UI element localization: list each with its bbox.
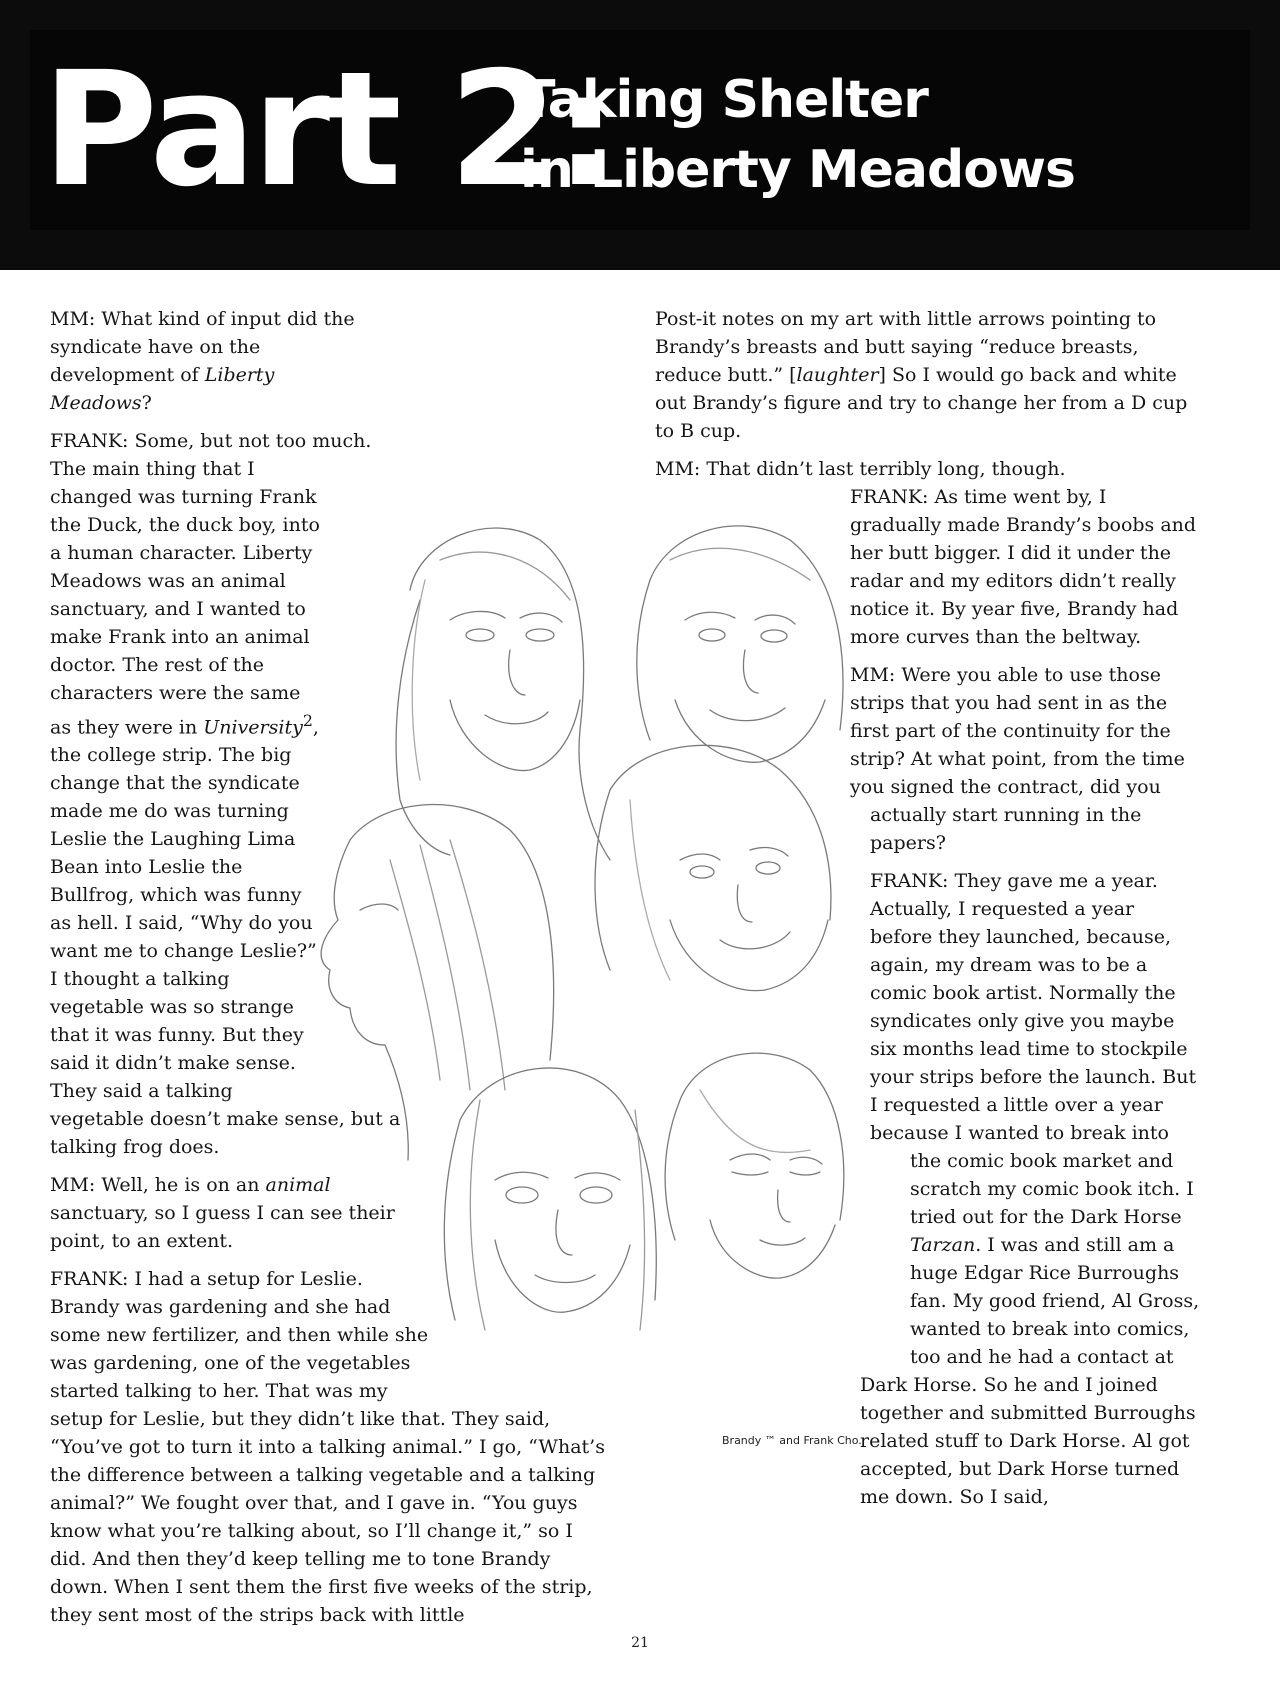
character-sketches bbox=[290, 500, 870, 1460]
chapter-title-line-2: in Liberty Meadows bbox=[520, 140, 1075, 200]
paragraph-text: . I was and still am a huge Edgar Rice Burroughs fan. My good friend, Al Gross, wanted to break into comics, too and he had a contact at Dark Horse. So he and I joined together and submitted Burroughs related stuff to Dark Horse. Al got accepted, but Dark Horse turned me down. So I said, bbox=[860, 1234, 1200, 1508]
paragraph-text: I had a setup for Leslie. Brandy was gardening and she had some new fertilizer, and then while she was gardening, one of the vegetables started talking to her. That was my setup for Leslie, but they didn’t like that. They said, “You’ve got to turn it into a talking animal.” I go, “What’s the difference between a talking vegetable and a talking animal?” We fought over that, and I gave in. “You guys know what you’re talking about, so I’ll change it,” so I did. And then they’d keep telling me to tone Brandy down. When I sent them the first five weeks of the strip, they sent most of the strips back with little bbox=[50, 1268, 605, 1627]
paragraph-italic: Liberty Meadows bbox=[50, 364, 275, 414]
paragraph-text: sanctuary, so I guess I can see their point, to an extent. bbox=[50, 1202, 395, 1253]
footnote-superscript: 2 bbox=[302, 711, 313, 730]
paragraph-italic: Tarzan bbox=[910, 1234, 976, 1256]
page-number: 21 bbox=[631, 1635, 649, 1651]
paragraph-italic: animal bbox=[265, 1174, 331, 1197]
paragraph-text: Were you able to use those strips that you had sent in as the first part of the continuity for the strip? At what point, from the time you signed the contract, did you actually start running in the papers? bbox=[850, 664, 1185, 854]
paragraph-italic: University bbox=[203, 716, 303, 739]
paragraph-text: They gave me a year. Actually, I requested a year before they launched, because, again, my dream was to be a comic book artist. Normally the syndicates only give you maybe six months lead time to stockpile your strips before the launch. But I requested a little over a year because I wanted to break into the comic book market and scratch my comic book itch. I tried out for the Dark Horse bbox=[870, 870, 1197, 1228]
paragraph-italic: laughter bbox=[796, 364, 879, 386]
sketch-head-bottom-center bbox=[444, 1068, 656, 1330]
paragraph-text: That didn’t last terribly long, though. bbox=[700, 458, 1066, 480]
speaker-label: FRANK: bbox=[50, 430, 129, 452]
speaker-label: FRANK: bbox=[870, 870, 949, 892]
part-label: Part 2: bbox=[42, 38, 614, 222]
paragraph-text: Well, he is on an bbox=[95, 1174, 266, 1197]
speaker-label: MM: bbox=[655, 458, 701, 480]
right-column-top bbox=[655, 305, 1200, 493]
speaker-label: MM: bbox=[50, 308, 96, 330]
paragraph-text: , the college strip. The big change that the syndicate made me do was turning Leslie the Laughing Lima Bean into Leslie the Bullfrog, which was funny as hell. I said, “Why do you want me to change Leslie?” I thought a talking vegetable was so strange that it was funny. But they said it didn’t make sense. They said a talking vegetable doesn’t make sense, but a talking frog does. bbox=[50, 716, 401, 1159]
header-band bbox=[0, 0, 1280, 270]
paragraph-text: ? bbox=[141, 392, 152, 414]
paragraph-text: Post-it notes on my art with little arrows pointing to Brandy’s breasts and butt saying “reduce breasts, reduce butt.” [ bbox=[655, 308, 1157, 386]
paragraph-text: Some, but not too much. The main thing that I changed was turning Frank the Duck, the duck boy, into a human character. Liberty Meadows was an animal sanctuary, and I wanted to make Frank into an animal doctor. The rest of the characters were the same as they were in bbox=[50, 430, 372, 739]
chapter-title-line-1: Taking Shelter bbox=[520, 70, 928, 130]
paragraph bbox=[655, 305, 1200, 445]
paragraph-text: As time went by, I gradually made Brandy’s boobs and her butt bigger. I did it under the radar and my editors didn’t really notice it. By year five, Brandy had more curves than the beltway. bbox=[850, 486, 1197, 648]
sketch-head-top-left bbox=[396, 528, 610, 860]
speaker-label: FRANK: bbox=[850, 486, 929, 508]
illustration-caption: Brandy ™ and Frank Cho. bbox=[722, 1434, 862, 1447]
speaker-label: FRANK: bbox=[50, 1268, 129, 1291]
speaker-label: MM: bbox=[50, 1174, 96, 1197]
sketch-head-profile bbox=[321, 805, 553, 1160]
sketch-head-bottom-right bbox=[665, 1053, 844, 1278]
text-wrap-spacer bbox=[375, 305, 605, 480]
paragraph bbox=[655, 455, 1200, 483]
sketch-head-middle-right bbox=[595, 745, 831, 990]
paragraph-text: What kind of input did the syndicate have on the development of bbox=[50, 308, 355, 386]
sketch-head-top-right bbox=[637, 526, 843, 762]
paragraph-text: ] So I would go back and white out Brandy’s figure and try to change her from a D cup to B cup. bbox=[655, 364, 1188, 442]
speaker-label: MM: bbox=[850, 664, 896, 686]
